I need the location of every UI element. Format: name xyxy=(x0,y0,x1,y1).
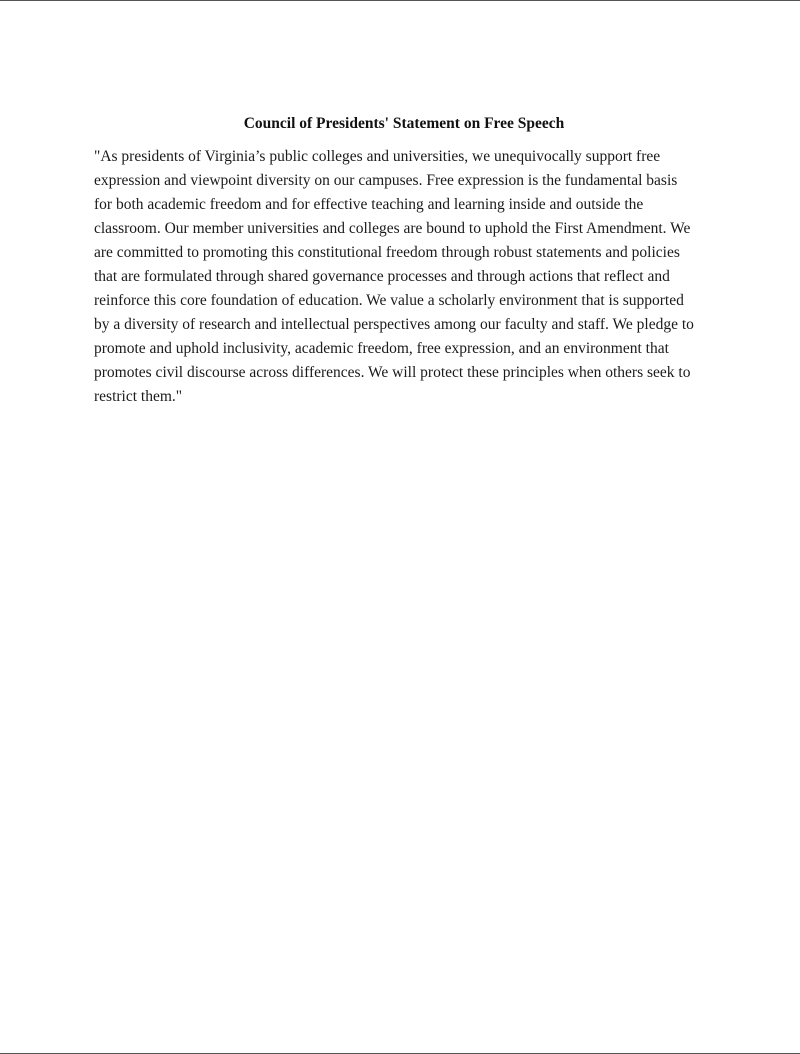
statement-line: restrict them." xyxy=(94,388,183,405)
statement-line: reinforce this core foundation of education. We value a scholarly environment that is supported xyxy=(94,292,684,309)
statement-line: promote and uphold inclusivity, academic freedom, free expression, and an environment that xyxy=(94,340,669,357)
statement-line: that are formulated through shared governance processes and through actions that reflect and xyxy=(94,268,670,285)
statement-line: promotes civil discourse across differences. We will protect these principles when others seek to xyxy=(94,364,691,381)
statement-body xyxy=(94,145,734,409)
statement-line: are committed to promoting this constitutional freedom through robust statements and policies xyxy=(94,244,680,261)
statement-line: for both academic freedom and for effective teaching and learning inside and outside the xyxy=(94,196,644,213)
statement-line: classroom. Our member universities and colleges are bound to uphold the First Amendment. We xyxy=(94,220,691,237)
page-top-border xyxy=(0,0,800,1)
statement-line: "As presidents of Virginia’s public colleges and universities, we unequivocally support free xyxy=(94,148,661,165)
statement-line: by a diversity of research and intellectual perspectives among our faculty and staff. We pledge to xyxy=(94,316,694,333)
statement-line: expression and viewpoint diversity on our campuses. Free expression is the fundamental basis xyxy=(94,172,678,189)
document-title: Council of Presidents' Statement on Free Speech xyxy=(243,115,565,132)
